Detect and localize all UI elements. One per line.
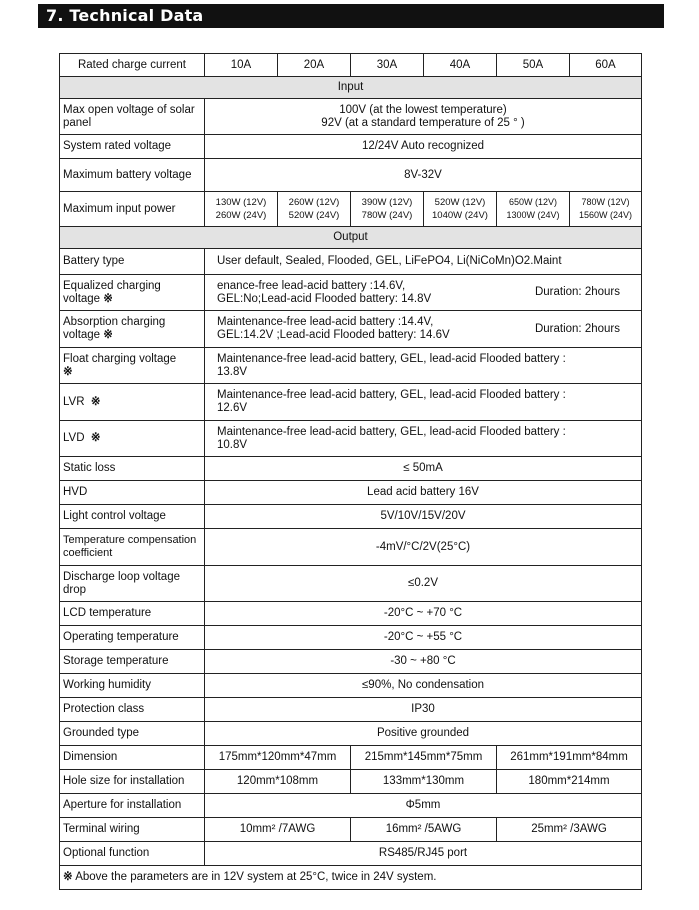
working-humidity-label: Working humidity <box>60 674 205 698</box>
lvr-line1: Maintenance-free lead-acid battery, GEL, lead-acid Flooded battery : <box>217 389 566 401</box>
optional-function-label: Optional function <box>60 842 205 866</box>
rated-current-30a: 30A <box>351 54 424 77</box>
equalized-charging-label <box>60 275 205 311</box>
light-control-label: Light control voltage <box>60 505 205 529</box>
input-section-header: Input <box>60 77 642 99</box>
input-power-24v: 780W (24V) <box>361 210 413 221</box>
equalized-duration: Duration: 2hours <box>534 286 620 298</box>
table-row <box>60 626 642 650</box>
lcd-temperature-label: LCD temperature <box>60 602 205 626</box>
grounded-type-label: Grounded type <box>60 722 205 746</box>
system-rated-voltage-value: 12/24V Auto recognized <box>205 135 642 159</box>
protection-class-label: Protection class <box>60 698 205 722</box>
absorption-duration: Duration: 2hours <box>534 322 620 335</box>
rated-current-50a: 50A <box>497 54 570 77</box>
table-row <box>60 54 642 77</box>
table-row <box>60 384 642 421</box>
asterisk-mark-icon: ※ <box>103 292 113 305</box>
absorption-line2: GEL:14.2V ;Lead-acid Flooded battery: 14.6V <box>217 329 450 341</box>
protection-class-value: IP30 <box>205 698 642 722</box>
lvd-line1: Maintenance-free lead-acid battery, GEL, lead-acid Flooded battery : <box>217 425 566 438</box>
table-row <box>60 227 642 249</box>
dimension-label: Dimension <box>60 746 205 770</box>
rated-current-60a: 60A <box>570 54 642 77</box>
table-row <box>60 866 642 890</box>
table-row <box>60 135 642 159</box>
asterisk-mark-icon: ※ <box>63 871 73 883</box>
rated-current-40a: 40A <box>424 54 497 77</box>
table-row <box>60 794 642 818</box>
float-charging-value <box>205 348 642 384</box>
table-row <box>60 192 642 227</box>
rated-current-20a: 20A <box>278 54 351 77</box>
float-line1: Maintenance-free lead-acid battery, GEL, lead-acid Flooded battery : <box>217 352 566 365</box>
footnote-text: Above the parameters are in 12V system at 25°C, twice in 24V system. <box>75 871 437 883</box>
lvr-label <box>60 384 205 421</box>
table-row <box>60 159 642 192</box>
static-loss-value: ≤ 50mA <box>205 457 642 481</box>
input-power-60a <box>570 192 642 227</box>
operating-temperature-value: -20°C ~ +55 °C <box>205 626 642 650</box>
hvd-value: Lead acid battery 16V <box>205 481 642 505</box>
input-power-12v: 390W (12V) <box>361 197 413 208</box>
discharge-drop-label: Discharge loop voltage drop <box>60 566 205 602</box>
hole-size-medium: 133mm*130mm <box>351 770 497 794</box>
table-row <box>60 650 642 674</box>
static-loss-label: Static loss <box>60 457 205 481</box>
asterisk-mark-icon: ※ <box>90 432 101 444</box>
input-power-12v: 780W (12V) <box>581 197 630 207</box>
output-section-header: Output <box>60 227 642 249</box>
rated-current-10a: 10A <box>205 54 278 77</box>
input-power-24v: 1300W (24V) <box>506 210 560 220</box>
aperture-value: Φ5mm <box>205 794 642 818</box>
hole-size-label: Hole size for installation <box>60 770 205 794</box>
battery-type-value: User default, Sealed, Flooded, GEL, LiFePO4, Li(NiCoMn)O2.Maint <box>205 249 642 275</box>
lvr-value <box>205 384 642 421</box>
rated-charge-current-label: Rated charge current <box>60 54 205 77</box>
lvd-value <box>205 421 642 457</box>
table-row <box>60 421 642 457</box>
dimension-medium: 215mm*145mm*75mm <box>351 746 497 770</box>
dimension-small: 175mm*120mm*47mm <box>205 746 351 770</box>
table-row <box>60 275 642 311</box>
temp-compensation-label: Temperature compensation coefficient <box>60 529 205 566</box>
table-row <box>60 746 642 770</box>
table-row <box>60 99 642 135</box>
lvr-line2: 12.6V <box>217 402 248 414</box>
lcd-temperature-value: -20°C ~ +70 °C <box>205 602 642 626</box>
technical-data-table <box>59 53 642 890</box>
asterisk-mark-icon: ※ <box>103 329 113 341</box>
table-row <box>60 505 642 529</box>
table-row <box>60 529 642 566</box>
storage-temperature-label: Storage temperature <box>60 650 205 674</box>
equalized-charging-value <box>205 275 642 311</box>
dimension-large: 261mm*191mm*84mm <box>497 746 642 770</box>
input-power-12v: 260W (12V) <box>288 197 340 208</box>
max-battery-voltage-value: 8V-32V <box>205 159 642 192</box>
table-row <box>60 566 642 602</box>
max-input-power-label: Maximum input power <box>60 192 205 227</box>
table-row <box>60 457 642 481</box>
max-open-voltage-line1: 100V (at the lowest temperature) <box>339 103 507 116</box>
operating-temperature-label: Operating temperature <box>60 626 205 650</box>
table-row <box>60 249 642 275</box>
equalized-charging-text: Equalized charging voltage <box>63 279 161 305</box>
grounded-type-value: Positive grounded <box>205 722 642 746</box>
input-power-24v: 260W (24V) <box>215 210 267 221</box>
input-power-12v: 650W (12V) <box>508 197 558 207</box>
input-power-12v: 520W (12V) <box>434 197 486 208</box>
input-power-40a <box>424 192 497 227</box>
max-open-voltage-value <box>205 99 642 135</box>
absorption-line1: Maintenance-free lead-acid battery :14.4V, <box>217 316 434 328</box>
asterisk-mark-icon: ※ <box>90 395 101 408</box>
section-title: 7. Technical Data <box>38 4 664 28</box>
absorption-charging-label <box>60 311 205 348</box>
aperture-label: Aperture for installation <box>60 794 205 818</box>
lvd-label <box>60 421 205 457</box>
table-row <box>60 674 642 698</box>
table-row <box>60 348 642 384</box>
input-power-24v: 520W (24V) <box>288 210 340 221</box>
storage-temperature-value: -30 ~ +80 °C <box>205 650 642 674</box>
working-humidity-value: ≤90%, No condensation <box>205 674 642 698</box>
float-charging-text: Float charging voltage <box>63 352 177 365</box>
terminal-wiring-medium: 16mm² /5AWG <box>351 818 497 842</box>
lvd-line2: 10.8V <box>217 438 248 451</box>
input-power-20a <box>278 192 351 227</box>
input-power-10a <box>205 192 278 227</box>
table-row <box>60 481 642 505</box>
table-row <box>60 722 642 746</box>
input-power-24v: 1040W (24V) <box>432 210 488 221</box>
lvr-text: LVR <box>63 395 85 408</box>
float-line2: 13.8V <box>217 365 248 378</box>
terminal-wiring-small: 10mm² /7AWG <box>205 818 351 842</box>
max-open-voltage-label: Max open voltage of solar panel <box>60 99 205 135</box>
terminal-wiring-label: Terminal wiring <box>60 818 205 842</box>
table-row <box>60 842 642 866</box>
input-power-12v: 130W (12V) <box>215 197 267 208</box>
hole-size-small: 120mm*108mm <box>205 770 351 794</box>
max-battery-voltage-label: Maximum battery voltage <box>60 159 205 192</box>
table-row <box>60 77 642 99</box>
table-row <box>60 602 642 626</box>
table-row <box>60 311 642 348</box>
optional-function-value: RS485/RJ45 port <box>205 842 642 866</box>
input-power-24v: 1560W (24V) <box>578 210 633 220</box>
table-row <box>60 770 642 794</box>
terminal-wiring-large: 25mm² /3AWG <box>497 818 642 842</box>
hvd-label: HVD <box>60 481 205 505</box>
system-rated-voltage-label: System rated voltage <box>60 135 205 159</box>
footnote <box>60 866 642 890</box>
max-open-voltage-line2: 92V (at a standard temperature of 25 ° ) <box>321 116 525 129</box>
discharge-drop-value: ≤0.2V <box>205 566 642 602</box>
input-power-30a <box>351 192 424 227</box>
lvd-text: LVD <box>63 432 85 444</box>
input-power-50a <box>497 192 570 227</box>
temp-compensation-value: -4mV/°C/2V(25°C) <box>205 529 642 566</box>
float-charging-label <box>60 348 205 384</box>
light-control-value: 5V/10V/15V/20V <box>205 505 642 529</box>
hole-size-large: 180mm*214mm <box>497 770 642 794</box>
absorption-charging-text: Absorption charging voltage <box>63 316 166 341</box>
table-row <box>60 698 642 722</box>
absorption-charging-value <box>205 311 642 348</box>
table-row <box>60 818 642 842</box>
equalized-line1: enance-free lead-acid battery :14.6V, <box>217 279 406 292</box>
battery-type-label: Battery type <box>60 249 205 275</box>
equalized-line2: GEL:No;Lead-acid Flooded battery: 14.8V <box>217 292 432 305</box>
asterisk-mark-icon: ※ <box>63 365 73 378</box>
